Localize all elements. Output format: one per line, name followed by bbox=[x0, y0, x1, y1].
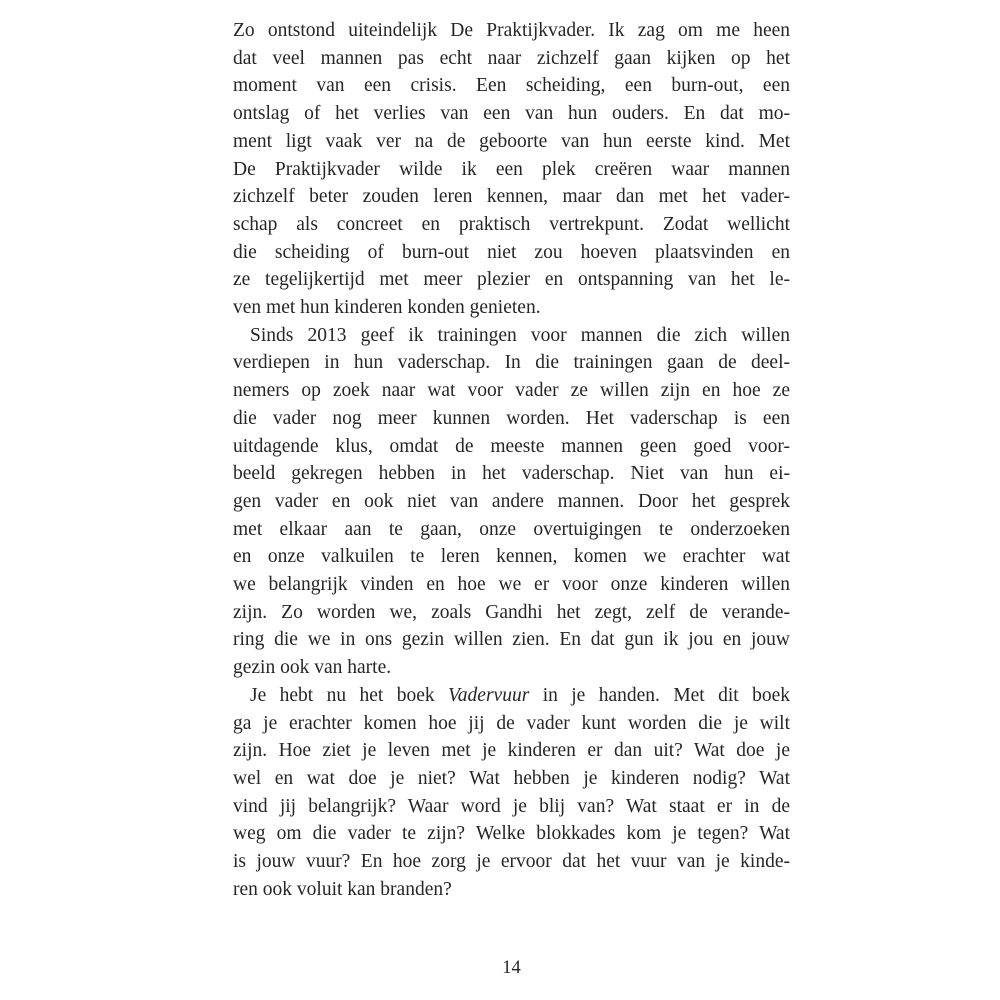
text-run: schap als concreet en praktisch vertrekpunt. Zodat wellicht bbox=[233, 213, 790, 235]
text-line bbox=[233, 793, 790, 821]
text-line bbox=[233, 765, 790, 793]
text-line bbox=[233, 599, 790, 627]
text-run: moment van een crisis. Een scheiding, een burn-out, een bbox=[233, 75, 790, 97]
text-line bbox=[233, 488, 790, 516]
text-line bbox=[233, 239, 790, 267]
text-run: ze tegelijkertijd met meer plezier en ontspanning van het le- bbox=[233, 269, 790, 291]
text-run: en onze valkuilen te leren kennen, komen we erachter wat bbox=[233, 546, 790, 568]
text-run: ring die we in ons gezin willen zien. En dat gun ik jou en jouw bbox=[233, 629, 790, 651]
text-run: vind jij belangrijk? Waar word je blij van? Wat staat er in de bbox=[233, 795, 790, 817]
text-run: ment ligt vaak ver na de geboorte van hun eerste kind. Met bbox=[233, 130, 790, 152]
text-run: wel en wat doe je niet? Wat hebben je kinderen nodig? Wat bbox=[233, 767, 790, 789]
text-run: gezin ook van harte. bbox=[233, 657, 392, 679]
text-run: is jouw vuur? En hoe zorg je ervoor dat het vuur van je kinde- bbox=[233, 851, 790, 873]
paragraph bbox=[233, 682, 790, 904]
text-line bbox=[233, 377, 790, 405]
text-line bbox=[233, 72, 790, 100]
text-line bbox=[233, 682, 790, 710]
text-line bbox=[233, 876, 790, 904]
text-line bbox=[233, 405, 790, 433]
text-line bbox=[233, 128, 790, 156]
text-line bbox=[233, 156, 790, 184]
text-line bbox=[233, 183, 790, 211]
paragraph bbox=[233, 17, 790, 322]
book-title-italic: Vadervuur bbox=[448, 684, 530, 706]
text-run: dat veel mannen pas echt naar zichzelf gaan kijken op het bbox=[233, 47, 790, 69]
text-line bbox=[233, 433, 790, 461]
text-run: ga je erachter komen hoe jij de vader kunt worden die je wilt bbox=[233, 712, 790, 734]
text-line bbox=[233, 349, 790, 377]
text-line bbox=[233, 571, 790, 599]
text-line bbox=[233, 100, 790, 128]
text-run: nemers op zoek naar wat voor vader ze willen zijn en hoe ze bbox=[233, 380, 790, 402]
text-line bbox=[233, 17, 790, 45]
text-line bbox=[233, 654, 790, 682]
text-line bbox=[233, 848, 790, 876]
text-line bbox=[233, 266, 790, 294]
text-run: die scheiding of burn-out niet zou hoeven plaatsvinden en bbox=[233, 241, 790, 263]
text-run: beeld gekregen hebben in het vaderschap. Niet van hun ei- bbox=[233, 463, 790, 485]
text-run: ren ook voluit kan branden? bbox=[233, 878, 452, 900]
text-line bbox=[233, 737, 790, 765]
text-line bbox=[233, 626, 790, 654]
text-run: Je hebt nu het boek bbox=[250, 684, 449, 706]
text-run: verdiepen in hun vaderschap. In die trainingen gaan de deel- bbox=[233, 352, 790, 374]
text-run: weg om die vader te zijn? Welke blokkades kom je tegen? Wat bbox=[233, 823, 790, 845]
text-run: uitdagende klus, omdat de meeste mannen geen goed voor- bbox=[233, 435, 790, 457]
text-line bbox=[233, 710, 790, 738]
text-run: we belangrijk vinden en hoe we er voor onze kinderen willen bbox=[233, 574, 790, 596]
text-run: die vader nog meer kunnen worden. Het vaderschap is een bbox=[233, 407, 790, 429]
text-run: zijn. Zo worden we, zoals Gandhi het zegt, zelf de verande- bbox=[233, 601, 790, 623]
text-line bbox=[233, 322, 790, 350]
text-run: in je handen. Met dit boek bbox=[529, 684, 791, 706]
page-number: 14 bbox=[502, 958, 521, 978]
text-run: gen vader en ook niet van andere mannen. Door het gesprek bbox=[233, 490, 790, 512]
text-line bbox=[233, 211, 790, 239]
text-line bbox=[233, 516, 790, 544]
text-run: zichzelf beter zouden leren kennen, maar dan met het vader- bbox=[233, 186, 790, 208]
text-run: ven met hun kinderen konden genieten. bbox=[233, 297, 541, 319]
text-line bbox=[233, 294, 790, 322]
text-line bbox=[233, 460, 790, 488]
text-line bbox=[233, 543, 790, 571]
text-run: Sinds 2013 geef ik trainingen voor mannen die zich willen bbox=[250, 324, 790, 346]
text-run: ontslag of het verlies van een van hun ouders. En dat mo- bbox=[233, 103, 790, 125]
text-run: zijn. Hoe ziet je leven met je kinderen er dan uit? Wat doe je bbox=[233, 740, 790, 762]
text-block bbox=[233, 17, 790, 904]
text-run: met elkaar aan te gaan, onze overtuigingen te onderzoeken bbox=[233, 518, 790, 540]
text-run: De Praktijkvader wilde ik een plek creëren waar mannen bbox=[233, 158, 790, 180]
paragraph bbox=[233, 322, 790, 682]
text-run: Zo ontstond uiteindelijk De Praktijkvader. Ik zag om me heen bbox=[233, 20, 790, 41]
text-line bbox=[233, 45, 790, 73]
text-line bbox=[233, 820, 790, 848]
